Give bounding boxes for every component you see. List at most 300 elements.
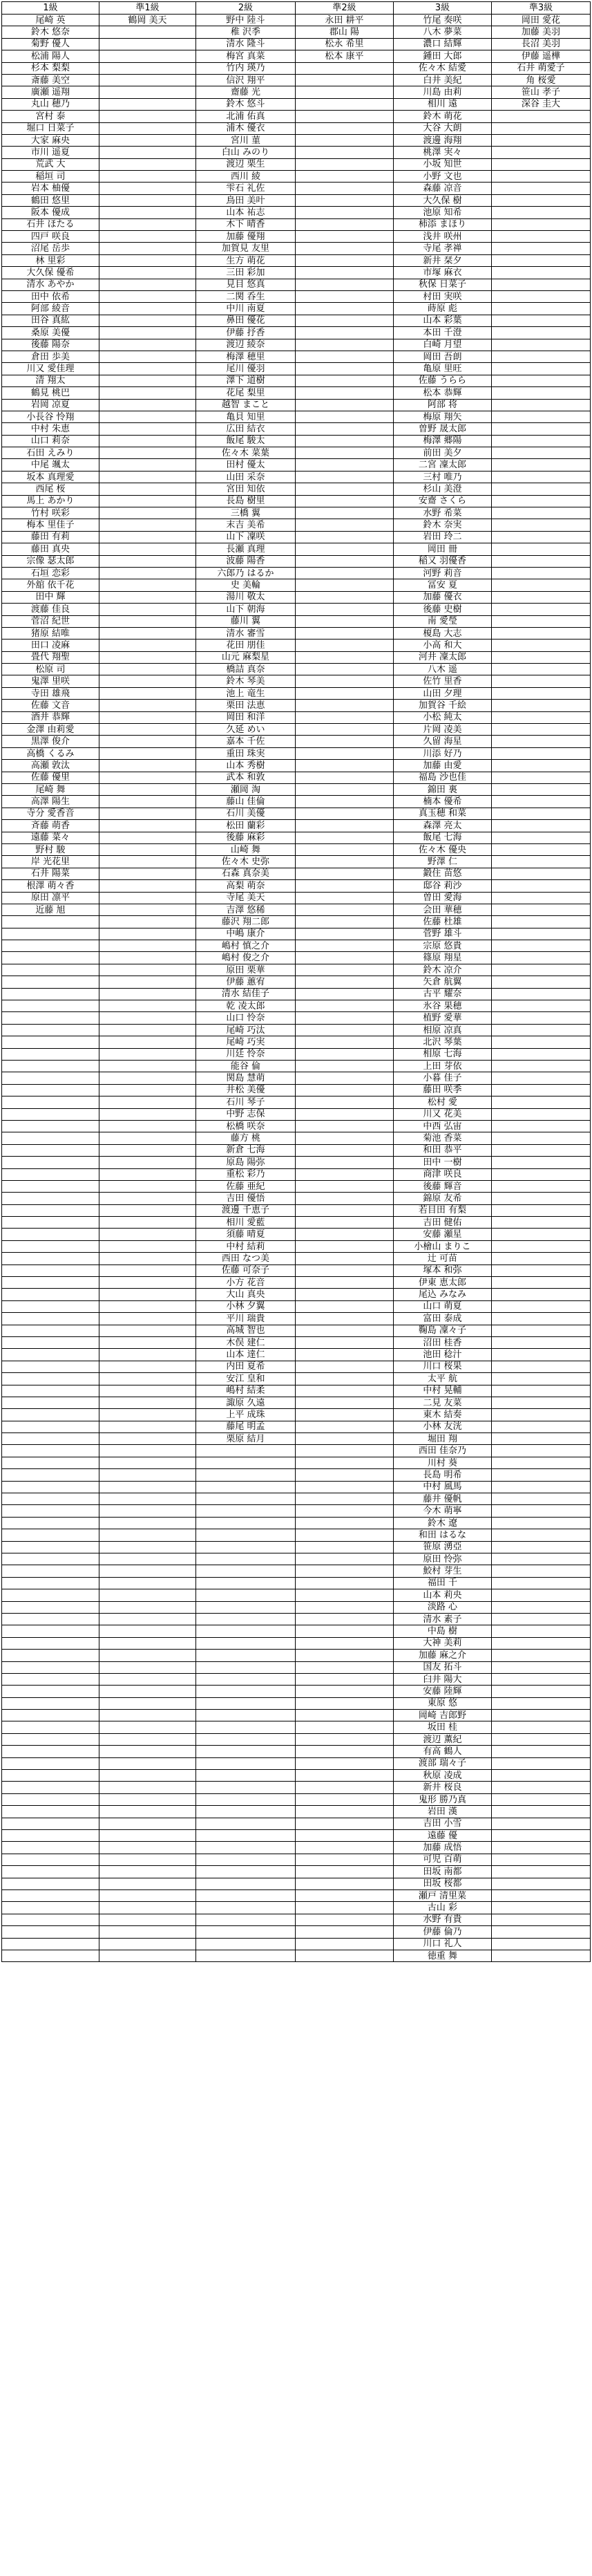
name-cell xyxy=(2,1048,99,1060)
name-cell: 稲垣 司 xyxy=(2,171,99,183)
name-cell xyxy=(492,1264,591,1276)
name-cell: 岩田 玲二 xyxy=(394,531,492,543)
name-cell: 吉田 優悟 xyxy=(196,1193,296,1204)
table-row xyxy=(2,1938,591,1950)
table-row xyxy=(2,820,591,832)
name-cell: 太平 航 xyxy=(394,1373,492,1385)
name-cell: 郡山 陽 xyxy=(296,26,394,38)
name-cell: 秋原 凌成 xyxy=(394,1770,492,1782)
name-cell: 沼田 桂香 xyxy=(394,1336,492,1348)
name-cell xyxy=(99,267,196,279)
name-cell xyxy=(196,1650,296,1661)
name-cell xyxy=(492,1361,591,1372)
name-cell xyxy=(2,1878,99,1889)
name-cell xyxy=(296,964,394,976)
name-cell xyxy=(99,1926,196,1938)
name-cell: 北沢 琴葉 xyxy=(394,1036,492,1048)
name-cell xyxy=(99,604,196,615)
name-cell xyxy=(492,1613,591,1625)
name-cell: 松村 愛 xyxy=(394,1096,492,1108)
name-cell xyxy=(99,363,196,375)
name-cell xyxy=(492,1336,591,1348)
name-cell: 澤下 道樹 xyxy=(196,375,296,386)
name-cell xyxy=(492,158,591,170)
name-cell xyxy=(99,1157,196,1168)
table-row xyxy=(2,1889,591,1901)
name-cell: 藤沢 翔二郎 xyxy=(196,916,296,928)
name-cell xyxy=(296,1397,394,1408)
name-cell: 渡邊 千恵子 xyxy=(196,1204,296,1216)
name-cell xyxy=(492,604,591,615)
name-cell: 山本 秀樹 xyxy=(196,760,296,772)
name-cell xyxy=(296,627,394,639)
name-cell: 高城 智也 xyxy=(196,1325,296,1336)
name-cell xyxy=(296,711,394,723)
name-cell xyxy=(99,724,196,736)
name-cell xyxy=(99,687,196,699)
name-cell xyxy=(99,543,196,555)
name-cell: 飯尾 七海 xyxy=(394,832,492,843)
name-cell xyxy=(296,904,394,915)
name-cell xyxy=(2,1421,99,1432)
table-row xyxy=(2,1926,591,1938)
table-row xyxy=(2,387,591,399)
name-cell xyxy=(296,615,394,627)
name-cell xyxy=(296,1721,394,1733)
table-row xyxy=(2,1553,591,1565)
name-cell xyxy=(492,1517,591,1529)
name-cell xyxy=(99,1625,196,1637)
name-cell xyxy=(99,1349,196,1361)
table-row xyxy=(2,1829,591,1841)
name-cell: 尾崎 舞 xyxy=(2,784,99,796)
name-cell xyxy=(99,483,196,495)
name-cell: 前田 美夕 xyxy=(394,447,492,459)
name-cell xyxy=(2,1553,99,1565)
name-cell xyxy=(296,363,394,375)
table-row xyxy=(2,832,591,843)
name-cell xyxy=(492,675,591,687)
name-cell: 菊野 優人 xyxy=(2,38,99,50)
name-cell: 野澤 仁 xyxy=(394,856,492,868)
name-cell xyxy=(296,1553,394,1565)
name-cell: 楠本 優希 xyxy=(394,796,492,808)
name-cell xyxy=(196,1565,296,1577)
table-row xyxy=(2,62,591,74)
name-cell xyxy=(2,964,99,976)
name-cell: 高澤 陽生 xyxy=(2,796,99,808)
name-cell xyxy=(296,1060,394,1072)
table-row xyxy=(2,1673,591,1685)
name-cell: 山口 萌夏 xyxy=(394,1300,492,1312)
name-cell xyxy=(99,38,196,50)
name-cell xyxy=(99,832,196,843)
name-cell xyxy=(99,459,196,471)
name-cell xyxy=(296,1733,394,1745)
name-cell xyxy=(2,1012,99,1024)
table-row xyxy=(2,98,591,110)
name-cell xyxy=(99,1721,196,1733)
name-cell xyxy=(2,1264,99,1276)
table-row xyxy=(2,1902,591,1914)
table-row xyxy=(2,1650,591,1661)
column-header: 1級 xyxy=(2,2,99,15)
name-cell xyxy=(99,194,196,206)
name-cell: 生方 萌花 xyxy=(196,254,296,266)
name-cell xyxy=(296,784,394,796)
table-row xyxy=(2,1289,591,1300)
name-cell xyxy=(99,1661,196,1673)
name-cell: 永田 耕平 xyxy=(296,15,394,26)
name-cell: 大神 美莉 xyxy=(394,1637,492,1649)
table-row xyxy=(2,700,591,711)
name-cell: 桑原 美優 xyxy=(2,327,99,339)
name-cell: 嶋村 慎之介 xyxy=(196,940,296,952)
name-cell: 寺尾 美天 xyxy=(196,892,296,904)
name-cell xyxy=(296,604,394,615)
name-cell xyxy=(492,1373,591,1385)
name-cell xyxy=(2,1950,99,1961)
name-cell: 尾崎 巧汰 xyxy=(196,1024,296,1036)
name-cell xyxy=(296,1373,394,1385)
name-cell xyxy=(99,315,196,326)
name-cell xyxy=(492,1710,591,1721)
name-cell: 鬼形 勝乃真 xyxy=(394,1793,492,1805)
name-cell xyxy=(99,1204,196,1216)
name-cell: 清 翔太 xyxy=(2,375,99,386)
table-row xyxy=(2,1505,591,1517)
name-cell: 塚本 和弥 xyxy=(394,1264,492,1276)
name-cell: 松橋 咲奈 xyxy=(196,1120,296,1132)
name-cell xyxy=(492,1397,591,1408)
name-cell xyxy=(296,1686,394,1697)
name-cell xyxy=(2,1325,99,1336)
name-cell xyxy=(492,1673,591,1685)
name-cell: 和田 はるな xyxy=(394,1529,492,1541)
name-cell xyxy=(99,1866,196,1878)
name-cell: 加藤 優衣 xyxy=(394,591,492,603)
name-cell xyxy=(296,772,394,783)
name-cell xyxy=(492,1637,591,1649)
name-cell xyxy=(196,1866,296,1878)
table-row xyxy=(2,1120,591,1132)
name-cell xyxy=(296,1313,394,1325)
table-row xyxy=(2,50,591,62)
name-cell xyxy=(99,1842,196,1854)
name-cell xyxy=(2,1481,99,1493)
name-cell: 猪原 結唯 xyxy=(2,627,99,639)
name-cell xyxy=(99,1024,196,1036)
name-cell: 中村 晃輔 xyxy=(394,1385,492,1397)
name-cell xyxy=(296,1770,394,1782)
column-header: 3級 xyxy=(394,2,492,15)
name-cell xyxy=(492,1914,591,1925)
table-row xyxy=(2,604,591,615)
name-cell: 小暮 佳子 xyxy=(394,1072,492,1084)
name-cell xyxy=(296,760,394,772)
table-row xyxy=(2,1361,591,1372)
name-cell xyxy=(296,808,394,819)
name-cell: 富田 泰成 xyxy=(394,1313,492,1325)
name-cell xyxy=(492,1926,591,1938)
name-cell: 佐藤 可奈子 xyxy=(196,1264,296,1276)
name-cell: 石井 萌愛子 xyxy=(492,62,591,74)
name-cell xyxy=(492,1650,591,1661)
name-cell xyxy=(296,1336,394,1348)
table-row xyxy=(2,290,591,302)
name-cell: 冨安 夏 xyxy=(394,579,492,591)
name-cell: 濃口 結輝 xyxy=(394,38,492,50)
name-cell xyxy=(296,940,394,952)
name-cell: 飯尾 駿太 xyxy=(196,435,296,447)
table-row xyxy=(2,1409,591,1421)
name-cell xyxy=(2,1289,99,1300)
name-cell: 宮田 知依 xyxy=(196,483,296,495)
name-cell xyxy=(492,1289,591,1300)
name-cell xyxy=(2,1770,99,1782)
name-cell: 山下 朝海 xyxy=(196,604,296,615)
name-cell: 藤山 佳倫 xyxy=(196,796,296,808)
table-row xyxy=(2,1036,591,1048)
name-cell: 植野 愛華 xyxy=(394,1012,492,1024)
column-header: 準2級 xyxy=(296,2,394,15)
name-cell xyxy=(2,1300,99,1312)
name-cell xyxy=(99,387,196,399)
name-cell: 岡田 和洋 xyxy=(196,711,296,723)
table-row xyxy=(2,976,591,988)
name-cell: 鮫村 芽生 xyxy=(394,1565,492,1577)
name-cell xyxy=(492,747,591,759)
table-row xyxy=(2,1373,591,1385)
name-cell xyxy=(99,843,196,855)
name-cell xyxy=(196,1806,296,1818)
name-cell: 加藤 美羽 xyxy=(492,26,591,38)
name-cell xyxy=(99,856,196,868)
name-cell: 鼻田 優花 xyxy=(196,315,296,326)
name-cell: 今木 萌寧 xyxy=(394,1505,492,1517)
table-row xyxy=(2,1144,591,1156)
name-cell xyxy=(492,1889,591,1901)
name-cell: 鳥田 美叶 xyxy=(196,194,296,206)
name-cell: 堀田 翔 xyxy=(394,1433,492,1445)
name-cell xyxy=(492,459,591,471)
name-cell xyxy=(99,98,196,110)
name-cell: 相川 遠 xyxy=(394,98,492,110)
name-cell xyxy=(492,1300,591,1312)
name-cell xyxy=(99,1229,196,1240)
name-cell xyxy=(2,1060,99,1072)
name-cell: 佐藤 文音 xyxy=(2,700,99,711)
name-cell xyxy=(296,134,394,146)
name-cell xyxy=(296,158,394,170)
name-cell: 長沼 美羽 xyxy=(492,38,591,50)
name-cell xyxy=(296,1613,394,1625)
name-cell xyxy=(296,916,394,928)
name-cell: 伊藤 遥樺 xyxy=(492,50,591,62)
table-row xyxy=(2,1733,591,1745)
name-cell xyxy=(99,507,196,519)
table-row xyxy=(2,26,591,38)
name-cell xyxy=(99,820,196,832)
name-cell: 原島 陽弥 xyxy=(196,1157,296,1168)
name-cell xyxy=(2,1313,99,1325)
name-cell: 小野 文也 xyxy=(394,171,492,183)
name-cell: 関島 慧萌 xyxy=(196,1072,296,1084)
name-cell: 花田 朋佳 xyxy=(196,640,296,651)
table-row xyxy=(2,1217,591,1229)
name-cell xyxy=(196,1757,296,1769)
name-cell xyxy=(296,122,394,134)
name-cell: 鍛住 苗悠 xyxy=(394,868,492,879)
name-cell xyxy=(99,1889,196,1901)
name-cell: 後藤 麻彩 xyxy=(196,832,296,843)
name-cell xyxy=(99,651,196,663)
table-row xyxy=(2,74,591,86)
name-cell xyxy=(296,351,394,362)
name-cell xyxy=(492,1193,591,1204)
name-cell: 齋藤 光 xyxy=(196,86,296,98)
name-cell xyxy=(99,1505,196,1517)
name-cell: 藤方 桃 xyxy=(196,1132,296,1144)
name-cell: 佐々木 菜葉 xyxy=(196,447,296,459)
name-cell xyxy=(492,687,591,699)
name-cell xyxy=(296,147,394,158)
name-cell xyxy=(2,976,99,988)
name-cell xyxy=(99,351,196,362)
name-cell: 秋保 日菜子 xyxy=(394,279,492,290)
name-cell: 鍾田 大郎 xyxy=(394,50,492,62)
table-row xyxy=(2,1878,591,1889)
name-cell: 可児 百萌 xyxy=(394,1854,492,1865)
name-cell xyxy=(492,988,591,1000)
name-cell xyxy=(296,687,394,699)
name-cell xyxy=(296,832,394,843)
name-cell xyxy=(492,207,591,218)
table-row xyxy=(2,1204,591,1216)
name-cell: 邸谷 莉沙 xyxy=(394,880,492,892)
name-cell xyxy=(2,1445,99,1457)
table-row xyxy=(2,1012,591,1024)
table-row xyxy=(2,1950,591,1961)
name-cell xyxy=(492,916,591,928)
name-cell xyxy=(99,1012,196,1024)
name-cell xyxy=(99,303,196,315)
name-cell: 中川 南夏 xyxy=(196,303,296,315)
name-cell xyxy=(296,664,394,675)
name-cell: 栗原 結月 xyxy=(196,1433,296,1445)
name-cell xyxy=(296,675,394,687)
name-cell xyxy=(2,1589,99,1601)
name-cell: 岡田 愛花 xyxy=(492,15,591,26)
name-cell xyxy=(196,1613,296,1625)
name-cell xyxy=(492,1878,591,1889)
name-cell xyxy=(99,327,196,339)
name-cell: 梅原 翔矢 xyxy=(394,411,492,422)
name-cell xyxy=(492,880,591,892)
name-cell xyxy=(99,772,196,783)
name-cell: 錦原 友希 xyxy=(394,1193,492,1204)
name-cell xyxy=(296,435,394,447)
name-cell xyxy=(2,1277,99,1289)
name-cell: 大家 麻央 xyxy=(2,134,99,146)
name-cell: 片岡 凌美 xyxy=(394,724,492,736)
name-cell xyxy=(2,1914,99,1925)
name-cell xyxy=(99,700,196,711)
name-cell xyxy=(296,591,394,603)
name-cell: 渡邊 海翔 xyxy=(394,134,492,146)
name-cell xyxy=(99,290,196,302)
table-row xyxy=(2,1336,591,1348)
name-cell xyxy=(296,1782,394,1793)
name-cell xyxy=(2,1168,99,1180)
name-cell: 川廷 怜奈 xyxy=(196,1048,296,1060)
table-row xyxy=(2,183,591,194)
name-cell: 後藤 陽奈 xyxy=(2,339,99,351)
name-cell xyxy=(492,1529,591,1541)
name-cell: 市川 遥夏 xyxy=(2,147,99,158)
table-row xyxy=(2,1264,591,1276)
name-cell xyxy=(196,1601,296,1613)
name-cell xyxy=(99,1048,196,1060)
name-cell xyxy=(296,111,394,122)
name-cell xyxy=(296,1710,394,1721)
name-cell xyxy=(492,1108,591,1120)
name-cell xyxy=(492,843,591,855)
name-cell: 安江 皇和 xyxy=(196,1373,296,1385)
name-cell xyxy=(2,1902,99,1914)
name-cell xyxy=(99,928,196,940)
name-cell: 柿添 まほり xyxy=(394,218,492,230)
name-cell: 久留 海星 xyxy=(394,736,492,747)
table-row xyxy=(2,399,591,411)
name-cell xyxy=(99,892,196,904)
name-cell xyxy=(99,26,196,38)
name-cell: 加藤 優翔 xyxy=(196,231,296,243)
name-cell xyxy=(99,1361,196,1372)
name-cell xyxy=(196,1710,296,1721)
name-cell xyxy=(99,1289,196,1300)
name-cell xyxy=(492,290,591,302)
name-cell xyxy=(196,1637,296,1649)
name-cell xyxy=(99,231,196,243)
name-cell xyxy=(296,1818,394,1829)
name-cell xyxy=(296,567,394,579)
name-cell xyxy=(2,1433,99,1445)
name-cell xyxy=(492,615,591,627)
name-cell: 宗像 瑟太郎 xyxy=(2,555,99,567)
name-cell: 丸山 穂乃 xyxy=(2,98,99,110)
name-cell xyxy=(296,1120,394,1132)
name-cell xyxy=(492,1733,591,1745)
table-row xyxy=(2,147,591,158)
name-cell: 佐竹 里香 xyxy=(394,675,492,687)
name-cell xyxy=(296,519,394,531)
name-cell xyxy=(99,1060,196,1072)
name-cell: 阿部 将 xyxy=(394,399,492,411)
name-cell: 藤井 優帆 xyxy=(394,1493,492,1505)
name-cell: 田口 凌麻 xyxy=(2,640,99,651)
name-cell xyxy=(492,808,591,819)
table-row xyxy=(2,1457,591,1468)
name-cell xyxy=(296,1096,394,1108)
name-cell: 尾崎 巧実 xyxy=(196,1036,296,1048)
name-cell: 鈴木 奈実 xyxy=(394,519,492,531)
name-cell xyxy=(99,1193,196,1204)
name-cell: 沼尾 岳歩 xyxy=(2,243,99,254)
name-cell xyxy=(296,1289,394,1300)
name-cell xyxy=(296,796,394,808)
name-cell xyxy=(492,1746,591,1757)
